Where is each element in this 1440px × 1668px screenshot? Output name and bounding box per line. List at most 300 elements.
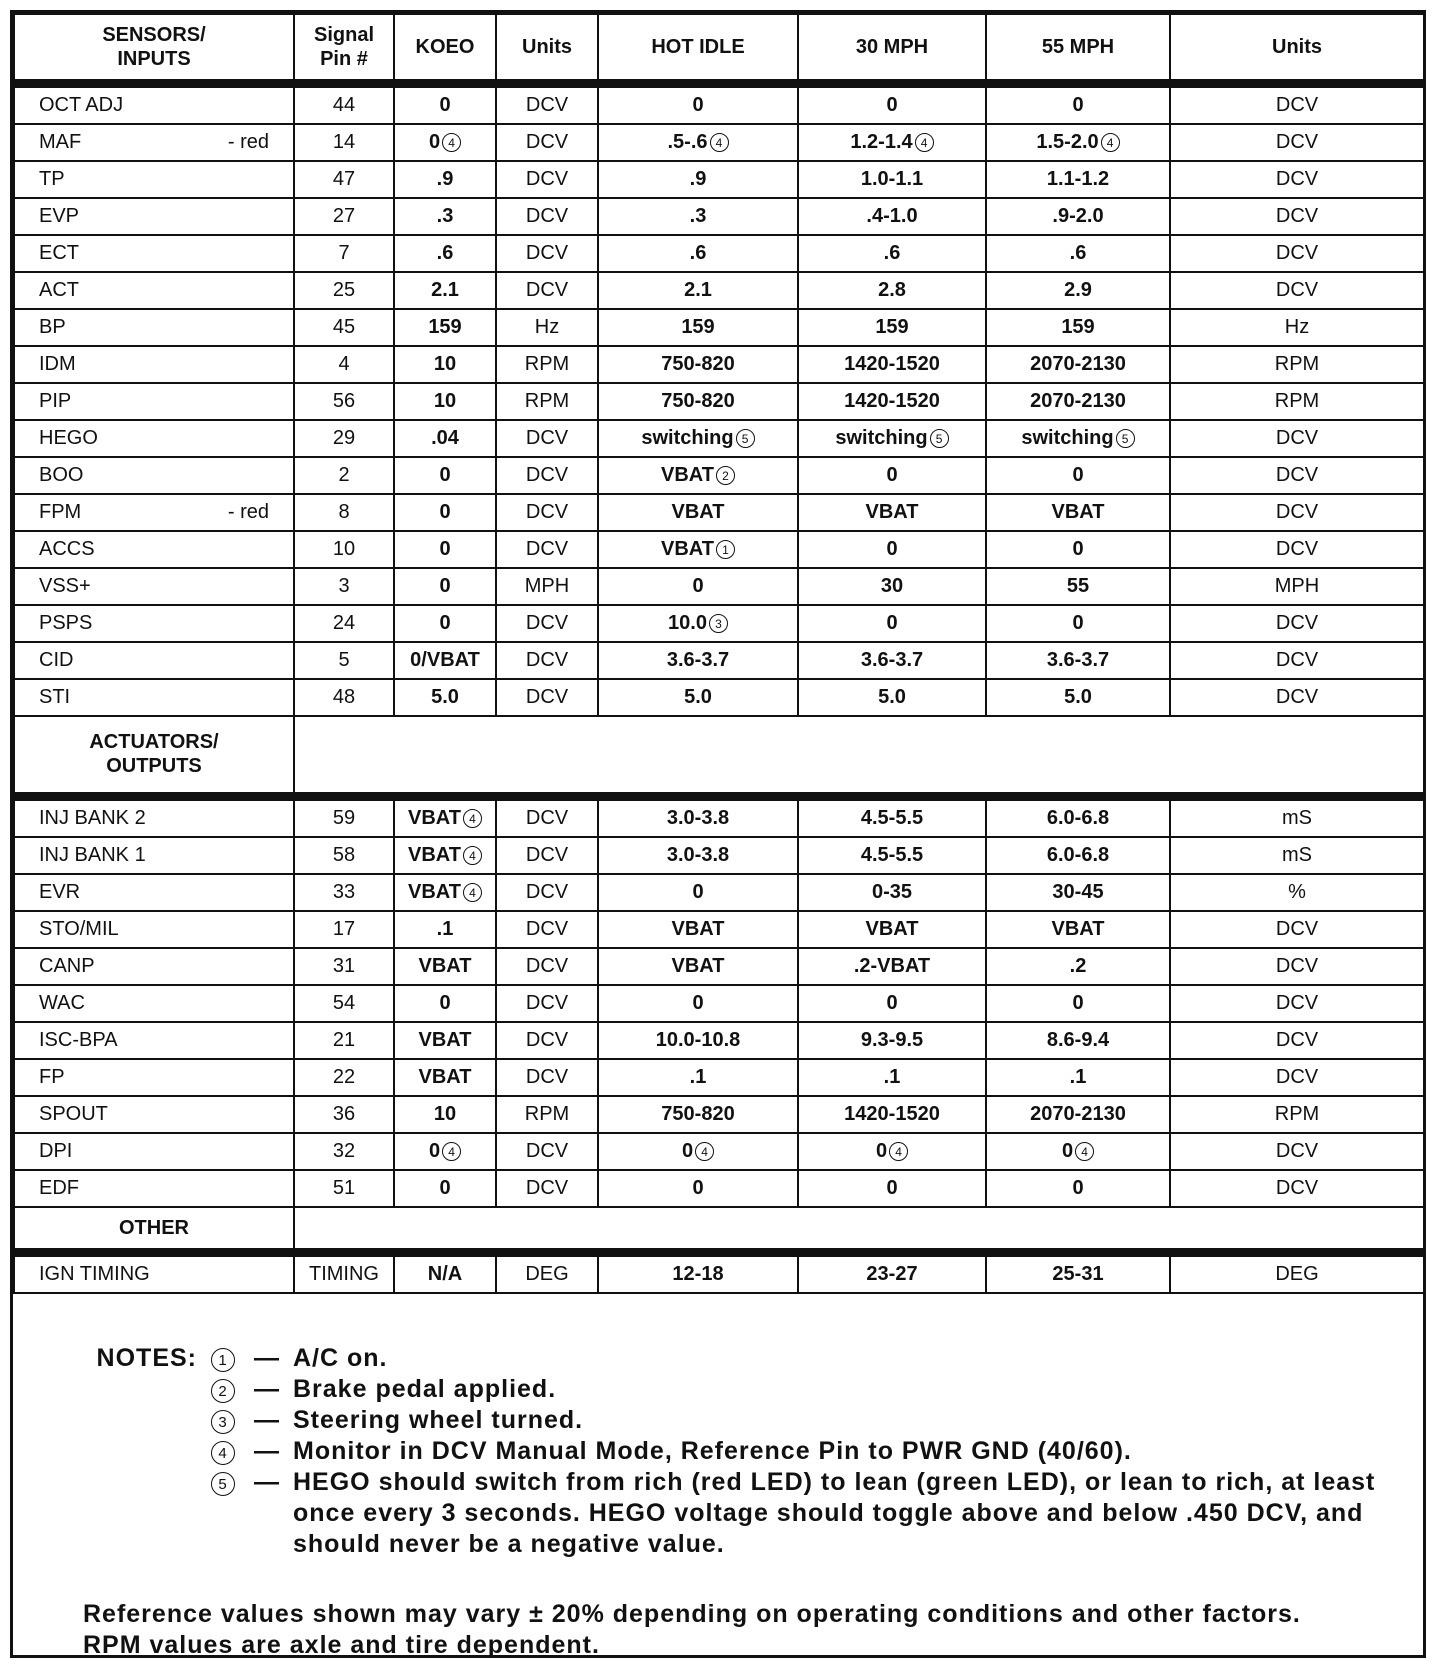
mph55-value: 2070-2130 xyxy=(986,346,1170,383)
signal-name: EDF xyxy=(14,1170,294,1207)
mph55-value: 0 xyxy=(986,87,1170,124)
mph30-value: 0 xyxy=(798,87,986,124)
signal-pin: 47 xyxy=(294,161,394,198)
signal-name: INJ BANK 2 xyxy=(14,800,294,837)
note-text: A/C on. xyxy=(293,1344,388,1372)
table-row xyxy=(14,346,1424,383)
footnote-marker-icon: 4 xyxy=(710,133,729,152)
hot-idle-value: 3.6-3.7 xyxy=(598,642,798,679)
mph55-value: 159 xyxy=(986,309,1170,346)
mph55-value: 0 xyxy=(986,531,1170,568)
signal-pin: 48 xyxy=(294,679,394,716)
footnote-marker-icon: 4 xyxy=(1101,133,1120,152)
hot-idle-value: 10.0-10.8 xyxy=(598,1022,798,1059)
units-value: DCV xyxy=(496,161,598,198)
footnote-marker-icon: 4 xyxy=(889,1142,908,1161)
units-value-2: DCV xyxy=(1170,948,1424,985)
mph30-value: 5.0 xyxy=(798,679,986,716)
hot-idle-value: 750-820 xyxy=(598,346,798,383)
signal-pin: 10 xyxy=(294,531,394,568)
mph30-value: 0 xyxy=(798,531,986,568)
signal-name: IDM xyxy=(14,346,294,383)
mph30-value: 0-35 xyxy=(798,874,986,911)
koeo-value: N/A xyxy=(394,1256,496,1293)
sensors-section xyxy=(14,82,1424,716)
mph55-value: .9-2.0 xyxy=(986,198,1170,235)
signal-pin: 56 xyxy=(294,383,394,420)
note-text: HEGO should switch from rich (red LED) to lean (green LED), or lean to rich, at least once every 3 seconds. HEGO voltage should toggle above and below .450 DCV, and should never be a negative value. xyxy=(293,1468,1376,1558)
units-value-2: DCV xyxy=(1170,679,1424,716)
header-signal-pin: Signal Pin # xyxy=(294,14,394,82)
note-item: 4 — Monitor in DCV Manual Mode, Reference Pin to PWR GND (40/60). xyxy=(83,1436,1383,1467)
hot-idle-value: VBAT xyxy=(598,948,798,985)
units-value: DCV xyxy=(496,1133,598,1170)
hot-idle-value: .9 xyxy=(598,161,798,198)
units-value: DCV xyxy=(496,642,598,679)
signal-pin: 21 xyxy=(294,1022,394,1059)
table-row xyxy=(14,494,1424,531)
footnote-marker-icon: 1 xyxy=(716,540,735,559)
signal-pin: 58 xyxy=(294,837,394,874)
koeo-value: VBAT 4 xyxy=(394,837,496,874)
signal-name: OCT ADJ xyxy=(14,87,294,124)
hot-idle-value: 0 xyxy=(598,985,798,1022)
table-row xyxy=(14,1170,1424,1207)
koeo-value: VBAT xyxy=(394,1059,496,1096)
koeo-value: 0 4 xyxy=(394,1133,496,1170)
other-section xyxy=(14,1251,1424,1293)
units-value: DCV xyxy=(496,420,598,457)
mph55-value: 2070-2130 xyxy=(986,383,1170,420)
notes-block xyxy=(83,1343,1383,1560)
signal-name: WAC xyxy=(14,985,294,1022)
mph30-value: 23-27 xyxy=(798,1256,986,1293)
mph30-value: 9.3-9.5 xyxy=(798,1022,986,1059)
koeo-value: 159 xyxy=(394,309,496,346)
section-label-actuators: ACTUATORS/ OUTPUTS xyxy=(14,716,294,796)
table-row xyxy=(14,235,1424,272)
signal-pin: 44 xyxy=(294,87,394,124)
section-row-actuators xyxy=(14,716,1424,796)
footer-note: Reference values shown may vary ± 20% depending on operating conditions and other factors. RPM values are axle and tire dependent. xyxy=(83,1600,1301,1659)
mph30-value: 3.6-3.7 xyxy=(798,642,986,679)
mph55-value: 3.6-3.7 xyxy=(986,642,1170,679)
signal-pin: TIMING xyxy=(294,1256,394,1293)
units-value: RPM xyxy=(496,346,598,383)
signal-pin: 5 xyxy=(294,642,394,679)
note-text: Monitor in DCV Manual Mode, Reference Pin to PWR GND (40/60). xyxy=(293,1437,1132,1465)
units-value-2: DCV xyxy=(1170,161,1424,198)
mph30-value: 0 xyxy=(798,605,986,642)
signal-pin: 3 xyxy=(294,568,394,605)
mph30-value: 159 xyxy=(798,309,986,346)
footnote-marker-icon: 4 xyxy=(442,1142,461,1161)
mph30-value: 4.5-5.5 xyxy=(798,837,986,874)
koeo-value: .3 xyxy=(394,198,496,235)
mph30-value: 2.8 xyxy=(798,272,986,309)
section-row-other xyxy=(14,1207,1424,1251)
hot-idle-value: switching 5 xyxy=(598,420,798,457)
footnote-marker-icon: 5 xyxy=(1116,429,1135,448)
units-value: DCV xyxy=(496,531,598,568)
units-value-2: DCV xyxy=(1170,272,1424,309)
hot-idle-value: 10.0 3 xyxy=(598,605,798,642)
koeo-value: .6 xyxy=(394,235,496,272)
mph55-value: 1.5-2.0 4 xyxy=(986,124,1170,161)
mph30-value: .6 xyxy=(798,235,986,272)
units-value: DEG xyxy=(496,1256,598,1293)
units-value-2: DCV xyxy=(1170,124,1424,161)
units-value: DCV xyxy=(496,1022,598,1059)
header-30-mph: 30 MPH xyxy=(798,14,986,82)
units-value-2: mS xyxy=(1170,837,1424,874)
signal-name: SPOUT xyxy=(14,1096,294,1133)
table-row xyxy=(14,568,1424,605)
signal-pin: 27 xyxy=(294,198,394,235)
units-value-2: DCV xyxy=(1170,1022,1424,1059)
units-value: DCV xyxy=(496,911,598,948)
table-row xyxy=(14,309,1424,346)
units-value-2: DCV xyxy=(1170,642,1424,679)
signal-name: HEGO xyxy=(14,420,294,457)
units-value-2: DCV xyxy=(1170,911,1424,948)
mph30-value: .4-1.0 xyxy=(798,198,986,235)
mph55-value: 1.1-1.2 xyxy=(986,161,1170,198)
table-row xyxy=(14,198,1424,235)
units-value: DCV xyxy=(496,87,598,124)
signal-name: ISC-BPA xyxy=(14,1022,294,1059)
table-row xyxy=(14,1022,1424,1059)
mph55-value: 25-31 xyxy=(986,1256,1170,1293)
note-text: Brake pedal applied. xyxy=(293,1375,557,1403)
mph55-value: 2.9 xyxy=(986,272,1170,309)
koeo-value: 0/VBAT xyxy=(394,642,496,679)
koeo-value: 0 4 xyxy=(394,124,496,161)
hot-idle-value: 750-820 xyxy=(598,383,798,420)
units-value: DCV xyxy=(496,800,598,837)
hot-idle-value: VBAT 2 xyxy=(598,457,798,494)
signal-name: STO/MIL xyxy=(14,911,294,948)
footnote-marker-icon: 4 xyxy=(463,883,482,902)
note-item: 5 — HEGO should switch from rich (red LED) to lean (green LED), or lean to rich, at least once every 3 seconds. HEGO voltage should toggle above and below .450 DCV, and should never be a negative value. xyxy=(83,1467,1383,1560)
mph55-value: .2 xyxy=(986,948,1170,985)
mph30-value: 0 xyxy=(798,457,986,494)
signal-name: ACCS xyxy=(14,531,294,568)
signal-pin: 31 xyxy=(294,948,394,985)
signal-name: CANP xyxy=(14,948,294,985)
table-row xyxy=(14,605,1424,642)
units-value-2: DCV xyxy=(1170,420,1424,457)
mph30-value: 1.0-1.1 xyxy=(798,161,986,198)
hot-idle-value: 0 xyxy=(598,87,798,124)
table-row xyxy=(14,679,1424,716)
footnote-marker-icon: 4 xyxy=(463,846,482,865)
mph30-value: 1420-1520 xyxy=(798,346,986,383)
mph30-value: 4.5-5.5 xyxy=(798,800,986,837)
hot-idle-value: 3.0-3.8 xyxy=(598,837,798,874)
mph55-value: 6.0-6.8 xyxy=(986,837,1170,874)
units-value: Hz xyxy=(496,309,598,346)
mph55-value: VBAT xyxy=(986,494,1170,531)
signal-name: EVR xyxy=(14,874,294,911)
units-value-2: DCV xyxy=(1170,198,1424,235)
units-value: DCV xyxy=(496,837,598,874)
footnote-marker-icon: 4 xyxy=(442,133,461,152)
units-value-2: DCV xyxy=(1170,1059,1424,1096)
signal-pin: 51 xyxy=(294,1170,394,1207)
note-item: 3 — Steering wheel turned. xyxy=(83,1405,1383,1436)
hot-idle-value: 0 xyxy=(598,1170,798,1207)
mph30-value: 0 4 xyxy=(798,1133,986,1170)
koeo-value: 0 xyxy=(394,1170,496,1207)
signal-pin: 36 xyxy=(294,1096,394,1133)
mph55-value: 30-45 xyxy=(986,874,1170,911)
table-row xyxy=(14,272,1424,309)
mph55-value: 5.0 xyxy=(986,679,1170,716)
hot-idle-value: 12-18 xyxy=(598,1256,798,1293)
units-value-2: DCV xyxy=(1170,235,1424,272)
table-row xyxy=(14,874,1424,911)
signal-pin: 7 xyxy=(294,235,394,272)
koeo-value: .9 xyxy=(394,161,496,198)
koeo-value: .04 xyxy=(394,420,496,457)
units-value: DCV xyxy=(496,198,598,235)
units-value-2: RPM xyxy=(1170,1096,1424,1133)
footnote-marker-icon: 4 xyxy=(915,133,934,152)
header-koeo: KOEO xyxy=(394,14,496,82)
footnote-marker-icon: 5 xyxy=(736,429,755,448)
signal-name: ECT xyxy=(14,235,294,272)
footnote-number-icon: 1 xyxy=(211,1348,235,1372)
section-label-other: OTHER xyxy=(14,1207,294,1251)
units-value: DCV xyxy=(496,985,598,1022)
signal-pin: 25 xyxy=(294,272,394,309)
header-units-2: Units xyxy=(1170,14,1424,82)
signal-pin: 45 xyxy=(294,309,394,346)
units-value-2: MPH xyxy=(1170,568,1424,605)
koeo-value: VBAT 4 xyxy=(394,874,496,911)
signal-pin: 32 xyxy=(294,1133,394,1170)
signal-pin: 29 xyxy=(294,420,394,457)
units-value: DCV xyxy=(496,494,598,531)
mph55-value: .6 xyxy=(986,235,1170,272)
mph30-value: 1.2-1.4 4 xyxy=(798,124,986,161)
signal-pin: 14 xyxy=(294,124,394,161)
footnote-marker-icon: 3 xyxy=(709,614,728,633)
units-value: DCV xyxy=(496,1059,598,1096)
koeo-value: 0 xyxy=(394,605,496,642)
koeo-value: VBAT xyxy=(394,1022,496,1059)
koeo-value: VBAT xyxy=(394,948,496,985)
table-row xyxy=(14,124,1424,161)
signal-pin: 22 xyxy=(294,1059,394,1096)
signal-pin: 59 xyxy=(294,800,394,837)
signal-pin: 17 xyxy=(294,911,394,948)
signal-name: BP xyxy=(14,309,294,346)
table-row xyxy=(14,911,1424,948)
koeo-value: 5.0 xyxy=(394,679,496,716)
reference-values-sheet xyxy=(10,10,1426,1658)
table-row xyxy=(14,457,1424,494)
signal-name: INJ BANK 1 xyxy=(14,837,294,874)
units-value-2: DCV xyxy=(1170,457,1424,494)
mph55-value: .1 xyxy=(986,1059,1170,1096)
footnote-number-icon: 2 xyxy=(211,1379,235,1403)
hot-idle-value: .6 xyxy=(598,235,798,272)
units-value-2: DCV xyxy=(1170,494,1424,531)
units-value: RPM xyxy=(496,383,598,420)
mph55-value: 2070-2130 xyxy=(986,1096,1170,1133)
koeo-value: 0 xyxy=(394,457,496,494)
koeo-value: 0 xyxy=(394,494,496,531)
reference-values-table xyxy=(13,13,1425,1294)
units-value-2: DCV xyxy=(1170,531,1424,568)
footnote-marker-icon: 4 xyxy=(463,809,482,828)
footnote-number-icon: 4 xyxy=(211,1441,235,1465)
units-value-2: DEG xyxy=(1170,1256,1424,1293)
table-row xyxy=(14,948,1424,985)
units-value-2: DCV xyxy=(1170,605,1424,642)
units-value-2: Hz xyxy=(1170,309,1424,346)
hot-idle-value: VBAT 1 xyxy=(598,531,798,568)
units-value-2: DCV xyxy=(1170,1133,1424,1170)
mph30-value: 30 xyxy=(798,568,986,605)
footnote-number-icon: 3 xyxy=(211,1410,235,1434)
table-row xyxy=(14,420,1424,457)
signal-pin: 4 xyxy=(294,346,394,383)
signal-pin: 8 xyxy=(294,494,394,531)
hot-idle-value: .1 xyxy=(598,1059,798,1096)
mph30-value: .1 xyxy=(798,1059,986,1096)
hot-idle-value: 0 4 xyxy=(598,1133,798,1170)
mph55-value: 0 xyxy=(986,605,1170,642)
hot-idle-value: VBAT xyxy=(598,911,798,948)
units-value-2: DCV xyxy=(1170,1170,1424,1207)
actuators-section-header xyxy=(14,716,1424,796)
mph55-value: 8.6-9.4 xyxy=(986,1022,1170,1059)
footnote-marker-icon: 2 xyxy=(716,466,735,485)
units-value-2: RPM xyxy=(1170,346,1424,383)
koeo-value: 0 xyxy=(394,985,496,1022)
mph55-value: 55 xyxy=(986,568,1170,605)
footnote-marker-icon: 5 xyxy=(930,429,949,448)
koeo-value: VBAT 4 xyxy=(394,800,496,837)
signal-name: PSPS xyxy=(14,605,294,642)
signal-pin: 33 xyxy=(294,874,394,911)
units-value: DCV xyxy=(496,235,598,272)
signal-name: IGN TIMING xyxy=(14,1256,294,1293)
units-value: DCV xyxy=(496,948,598,985)
table-row xyxy=(14,1256,1424,1293)
koeo-value: 2.1 xyxy=(394,272,496,309)
hot-idle-value: 159 xyxy=(598,309,798,346)
koeo-value: 0 xyxy=(394,87,496,124)
signal-name: VSS+ xyxy=(14,568,294,605)
table-row xyxy=(14,985,1424,1022)
signal-pin: 2 xyxy=(294,457,394,494)
units-value-2: DCV xyxy=(1170,87,1424,124)
mph30-value: VBAT xyxy=(798,494,986,531)
signal-name: STI xyxy=(14,679,294,716)
units-value: DCV xyxy=(496,874,598,911)
table-row xyxy=(14,800,1424,837)
signal-name: PIP xyxy=(14,383,294,420)
koeo-value: .1 xyxy=(394,911,496,948)
units-value: RPM xyxy=(496,1096,598,1133)
mph30-value: 0 xyxy=(798,985,986,1022)
table-row xyxy=(14,837,1424,874)
wire-color-note: - red xyxy=(227,500,269,523)
table-row xyxy=(14,161,1424,198)
wire-color-note: - red xyxy=(227,130,269,153)
units-value: DCV xyxy=(496,679,598,716)
mph55-value: 0 4 xyxy=(986,1133,1170,1170)
hot-idle-value: 0 xyxy=(598,568,798,605)
units-value: DCV xyxy=(496,124,598,161)
table-row xyxy=(14,1096,1424,1133)
header-hot-idle: HOT IDLE xyxy=(598,14,798,82)
koeo-value: 0 xyxy=(394,531,496,568)
koeo-value: 10 xyxy=(394,1096,496,1133)
signal-name: TP xyxy=(14,161,294,198)
mph55-value: 0 xyxy=(986,457,1170,494)
table-row xyxy=(14,1133,1424,1170)
signal-name: EVP xyxy=(14,198,294,235)
signal-name: FPM - red xyxy=(14,494,294,531)
mph30-value: 0 xyxy=(798,1170,986,1207)
table-row xyxy=(14,1059,1424,1096)
signal-pin: 24 xyxy=(294,605,394,642)
notes-label: NOTES: xyxy=(96,1344,197,1372)
mph30-value: .2-VBAT xyxy=(798,948,986,985)
units-value-2: % xyxy=(1170,874,1424,911)
header-units: Units xyxy=(496,14,598,82)
units-value: MPH xyxy=(496,568,598,605)
header-55-mph: 55 MPH xyxy=(986,14,1170,82)
note-text: Steering wheel turned. xyxy=(293,1406,584,1434)
signal-name: MAF - red xyxy=(14,124,294,161)
mph55-value: 0 xyxy=(986,1170,1170,1207)
table-row xyxy=(14,531,1424,568)
units-value: DCV xyxy=(496,1170,598,1207)
mph30-value: 1420-1520 xyxy=(798,383,986,420)
mph30-value: VBAT xyxy=(798,911,986,948)
hot-idle-value: 5.0 xyxy=(598,679,798,716)
header-sensors-inputs: SENSORS/ INPUTS xyxy=(14,14,294,82)
hot-idle-value: 750-820 xyxy=(598,1096,798,1133)
units-value: DCV xyxy=(496,605,598,642)
footnote-marker-icon: 4 xyxy=(695,1142,714,1161)
signal-pin: 54 xyxy=(294,985,394,1022)
koeo-value: 0 xyxy=(394,568,496,605)
table-header-row xyxy=(14,14,1424,82)
hot-idle-value: .3 xyxy=(598,198,798,235)
signal-name: DPI xyxy=(14,1133,294,1170)
mph30-value: switching 5 xyxy=(798,420,986,457)
units-value: DCV xyxy=(496,457,598,494)
signal-name: ACT xyxy=(14,272,294,309)
mph30-value: 1420-1520 xyxy=(798,1096,986,1133)
mph55-value: VBAT xyxy=(986,911,1170,948)
units-value: DCV xyxy=(496,272,598,309)
units-value-2: mS xyxy=(1170,800,1424,837)
hot-idle-value: VBAT xyxy=(598,494,798,531)
actuators-section xyxy=(14,796,1424,1208)
koeo-value: 10 xyxy=(394,346,496,383)
note-item: 2 — Brake pedal applied. xyxy=(83,1374,1383,1405)
mph55-value: 0 xyxy=(986,985,1170,1022)
signal-name: FP xyxy=(14,1059,294,1096)
